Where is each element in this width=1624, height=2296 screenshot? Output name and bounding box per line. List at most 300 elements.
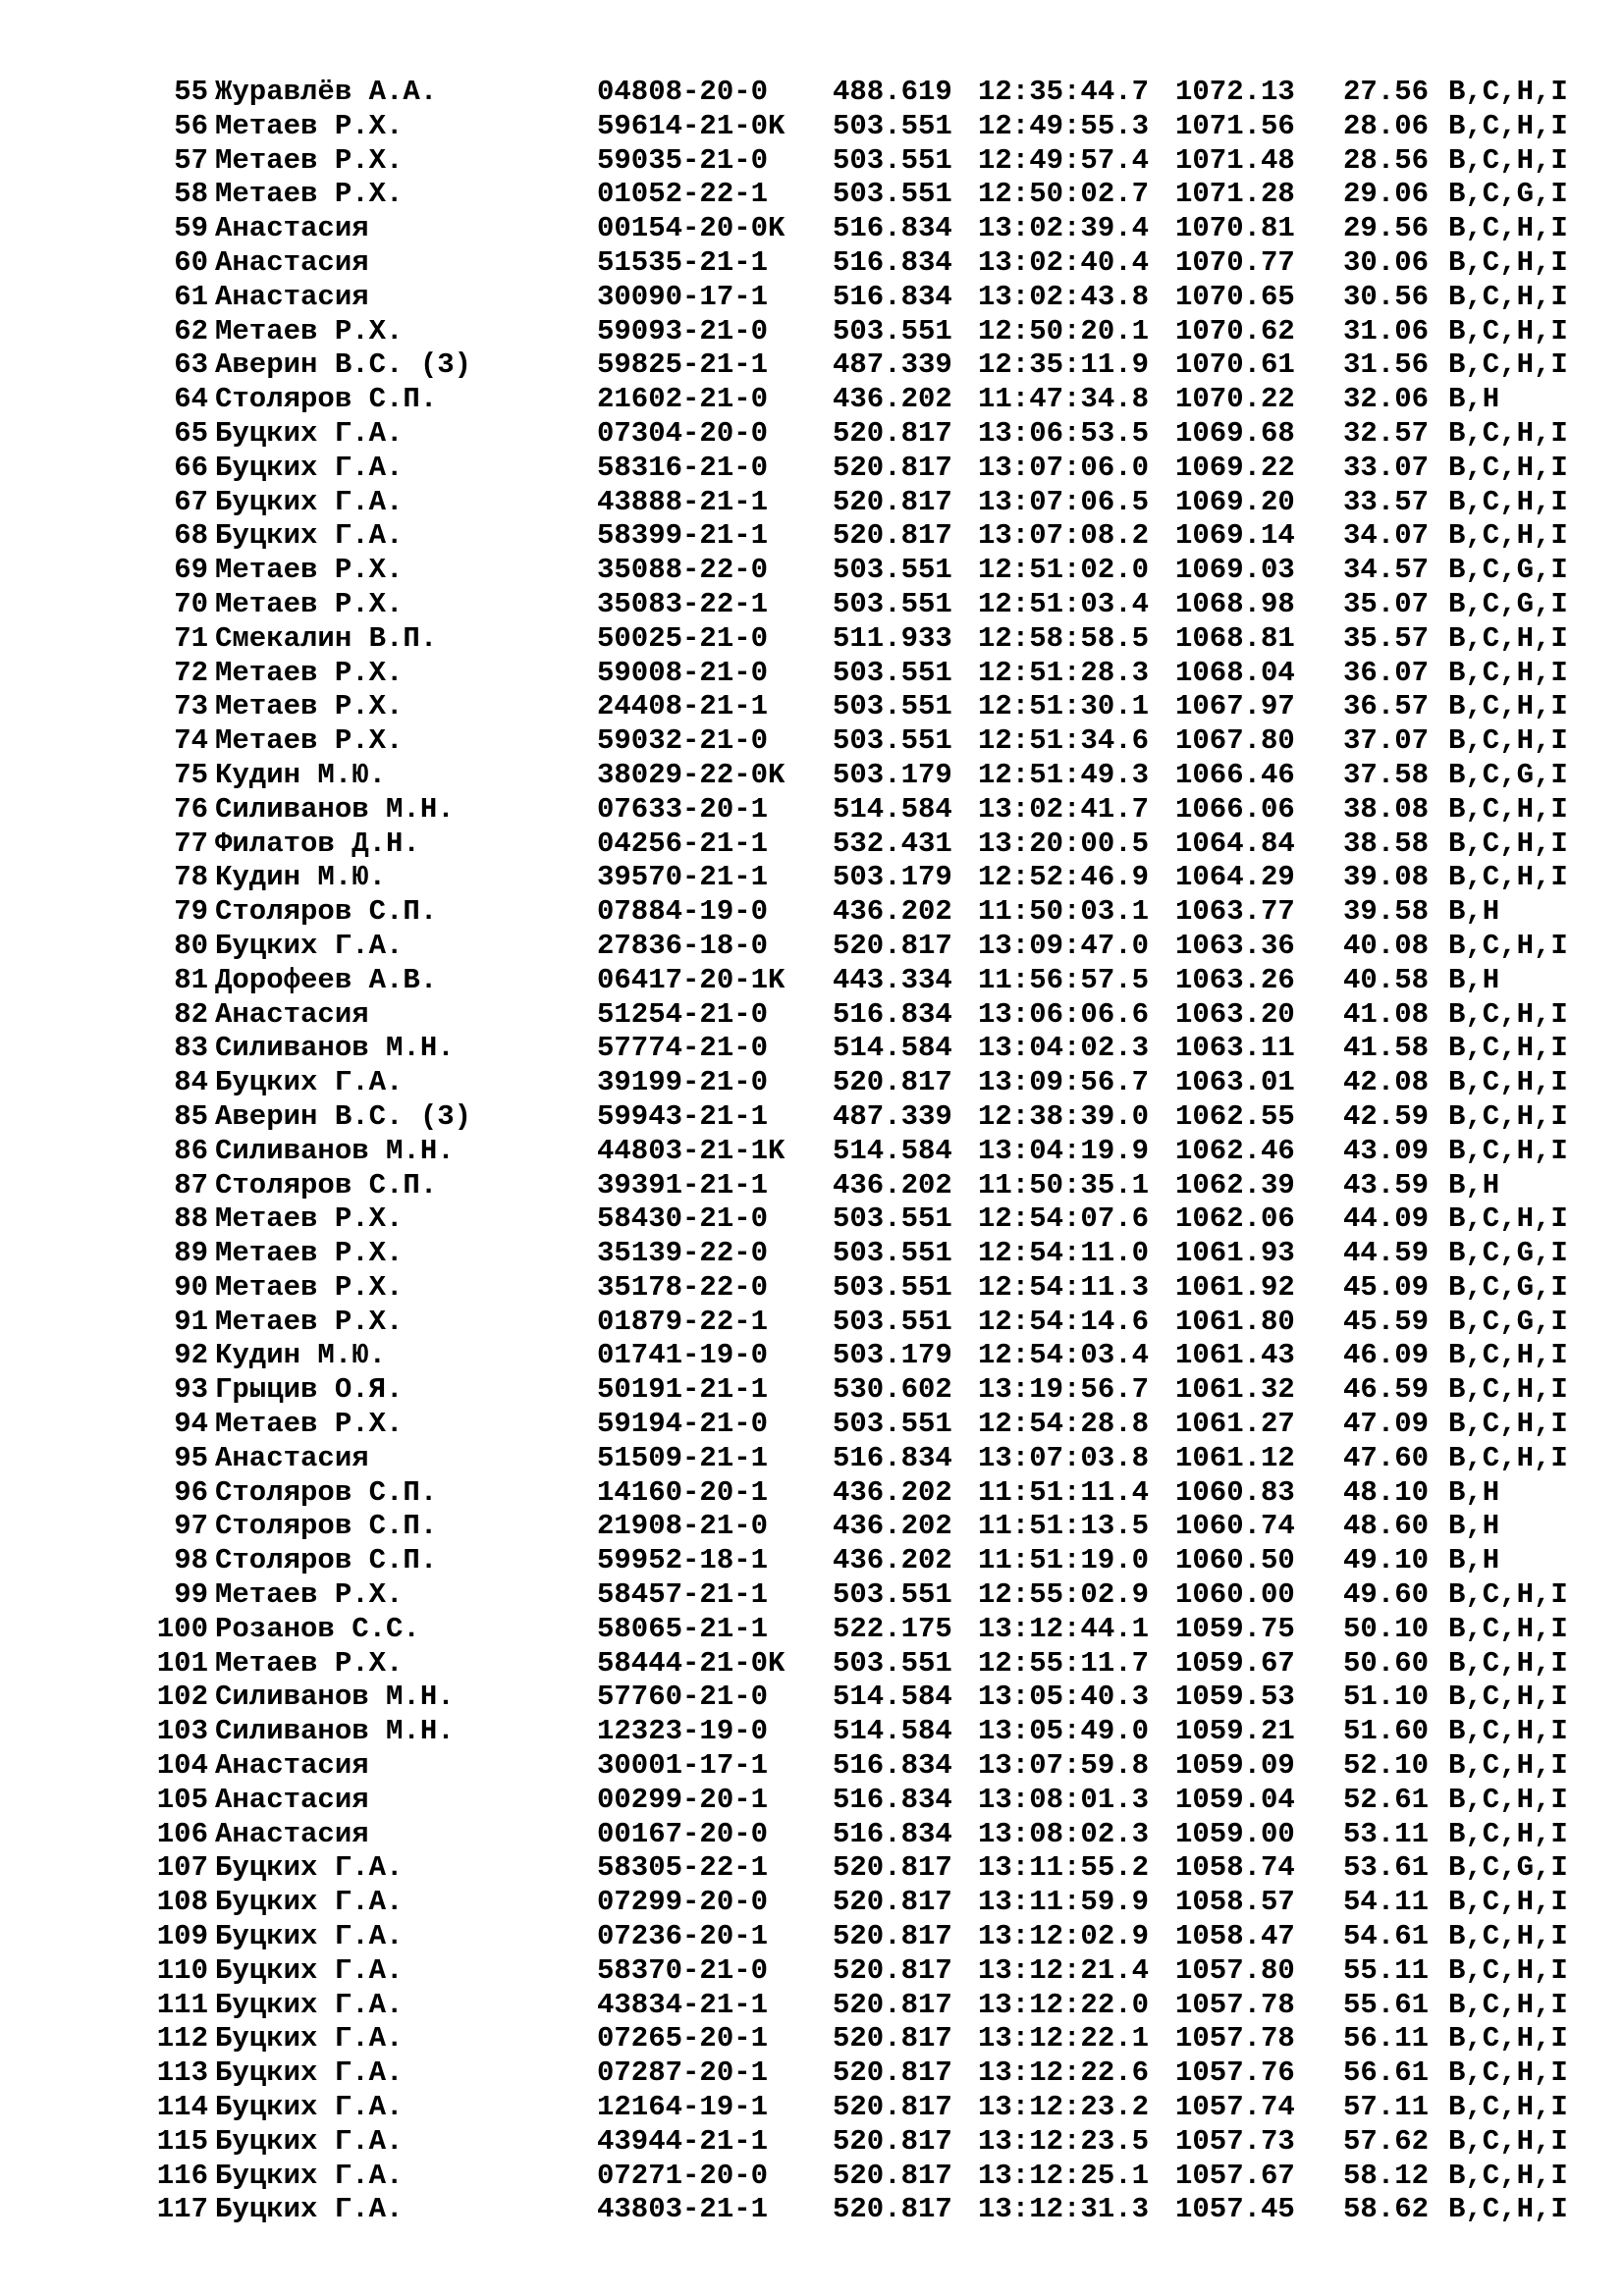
arrival-time-cell: 11:47:34.8 (978, 383, 1150, 416)
owner-name-cell: Метаев Р.Х. (215, 1408, 404, 1441)
coefficient-cell: 56.61 (1343, 2056, 1430, 2090)
arrival-time-cell: 13:12:23.2 (978, 2091, 1150, 2124)
classes-cell: B,C,H,I (1448, 1066, 1568, 1099)
speed-cell: 1059.53 (1175, 1681, 1295, 1714)
table-row (0, 2022, 1624, 2056)
classes-cell: B,H (1448, 383, 1500, 416)
ring-number-cell: 35083-22-1 (597, 587, 769, 620)
owner-name-cell: Буцких Г.А. (215, 2124, 404, 2158)
owner-name-cell: Столяров С.П. (215, 1475, 438, 1509)
ring-number-cell: 57774-21-0 (597, 1032, 769, 1065)
coefficient-cell: 31.06 (1343, 314, 1430, 347)
table-row (0, 1647, 1624, 1682)
arrival-time-cell: 13:12:22.0 (978, 1988, 1150, 2021)
owner-name-cell: Буцких Г.А. (215, 416, 404, 450)
coefficient-cell: 29.06 (1343, 178, 1430, 211)
owner-name-cell: Журавлёв А.А. (215, 76, 438, 108)
ring-number-cell: 39199-21-0 (597, 1066, 769, 1099)
coefficient-cell: 53.11 (1343, 1817, 1430, 1850)
coefficient-cell: 36.07 (1343, 656, 1430, 689)
table-row (0, 1613, 1624, 1647)
classes-cell: B,C,H,I (1448, 1578, 1568, 1612)
distance-cell: 503.551 (833, 587, 952, 620)
arrival-time-cell: 12:50:02.7 (978, 178, 1150, 211)
ring-number-cell: 01879-22-1 (597, 1305, 769, 1338)
distance-cell: 516.834 (833, 1817, 952, 1850)
arrival-time-cell: 12:54:28.8 (978, 1408, 1150, 1441)
distance-cell: 520.817 (833, 485, 952, 518)
ring-number-cell: 39570-21-1 (597, 861, 769, 894)
place-cell: 103 (156, 1715, 208, 1748)
ring-number-cell: 30090-17-1 (597, 280, 769, 313)
coefficient-cell: 54.11 (1343, 1886, 1430, 1919)
table-row (0, 417, 1624, 452)
owner-name-cell: Буцких Г.А. (215, 2022, 404, 2056)
table-row (0, 861, 1624, 895)
coefficient-cell: 43.09 (1343, 1134, 1430, 1167)
place-cell: 114 (156, 2091, 208, 2124)
table-row (0, 2160, 1624, 2194)
coefficient-cell: 28.06 (1343, 109, 1430, 142)
classes-cell: B,C,H,I (1448, 1920, 1568, 1953)
arrival-time-cell: 12:51:30.1 (978, 690, 1150, 723)
speed-cell: 1061.32 (1175, 1373, 1295, 1407)
owner-name-cell: Силиванов М.Н. (215, 1715, 455, 1748)
distance-cell: 503.551 (833, 690, 952, 723)
speed-cell: 1062.46 (1175, 1134, 1295, 1167)
classes-cell: B,H (1448, 1510, 1500, 1543)
speed-cell: 1059.04 (1175, 1783, 1295, 1816)
place-cell: 74 (174, 724, 208, 758)
ring-number-cell: 58430-21-0 (597, 1202, 769, 1236)
speed-cell: 1071.56 (1175, 109, 1295, 142)
table-row (0, 1476, 1624, 1511)
owner-name-cell: Буцких Г.А. (215, 485, 404, 518)
ring-number-cell: 59194-21-0 (597, 1408, 769, 1441)
distance-cell: 436.202 (833, 895, 952, 929)
coefficient-cell: 50.10 (1343, 1612, 1430, 1645)
arrival-time-cell: 13:11:59.9 (978, 1886, 1150, 1919)
arrival-time-cell: 13:04:02.3 (978, 1032, 1150, 1065)
ring-number-cell: 43803-21-1 (597, 2193, 769, 2226)
place-cell: 105 (156, 1783, 208, 1816)
place-cell: 89 (174, 1237, 208, 1270)
coefficient-cell: 44.09 (1343, 1202, 1430, 1236)
place-cell: 99 (174, 1578, 208, 1612)
distance-cell: 503.551 (833, 143, 952, 177)
coefficient-cell: 57.11 (1343, 2091, 1430, 2124)
ring-number-cell: 43888-21-1 (597, 485, 769, 518)
distance-cell: 436.202 (833, 1510, 952, 1543)
place-cell: 88 (174, 1202, 208, 1236)
place-cell: 82 (174, 997, 208, 1031)
distance-cell: 520.817 (833, 1953, 952, 1987)
owner-name-cell: Силиванов М.Н. (215, 1134, 455, 1167)
place-cell: 92 (174, 1339, 208, 1372)
table-row (0, 1851, 1624, 1886)
owner-name-cell: Дорофеев А.В. (215, 963, 438, 996)
table-row (0, 1135, 1624, 1169)
arrival-time-cell: 13:06:53.5 (978, 416, 1150, 450)
place-cell: 95 (174, 1441, 208, 1474)
owner-name-cell: Метаев Р.Х. (215, 1237, 404, 1270)
classes-cell: B,C,H,I (1448, 656, 1568, 689)
coefficient-cell: 33.07 (1343, 451, 1430, 484)
owner-name-cell: Буцких Г.А. (215, 2159, 404, 2192)
arrival-time-cell: 12:54:03.4 (978, 1339, 1150, 1372)
owner-name-cell: Буцких Г.А. (215, 2193, 404, 2226)
ring-number-cell: 12164-19-1 (597, 2091, 769, 2124)
distance-cell: 503.551 (833, 1408, 952, 1441)
owner-name-cell: Метаев Р.Х. (215, 1202, 404, 1236)
place-cell: 110 (156, 1953, 208, 1987)
arrival-time-cell: 13:07:03.8 (978, 1441, 1150, 1474)
speed-cell: 1064.84 (1175, 827, 1295, 860)
owner-name-cell: Метаев Р.Х. (215, 1646, 404, 1680)
coefficient-cell: 46.59 (1343, 1373, 1430, 1407)
owner-name-cell: Буцких Г.А. (215, 929, 404, 962)
place-cell: 59 (174, 212, 208, 245)
owner-name-cell: Столяров С.П. (215, 1168, 438, 1201)
table-row (0, 1032, 1624, 1066)
distance-cell: 520.817 (833, 2159, 952, 2192)
owner-name-cell: Грыцив О.Я. (215, 1373, 404, 1407)
coefficient-cell: 41.08 (1343, 997, 1430, 1031)
distance-cell: 520.817 (833, 2022, 952, 2056)
table-row (0, 828, 1624, 862)
table-row (0, 2091, 1624, 2125)
owner-name-cell: Анастасия (215, 1749, 369, 1783)
owner-name-cell: Филатов Д.Н. (215, 827, 420, 860)
arrival-time-cell: 13:12:31.3 (978, 2193, 1150, 2226)
speed-cell: 1064.29 (1175, 861, 1295, 894)
classes-cell: B,C,H,I (1448, 1715, 1568, 1748)
coefficient-cell: 46.09 (1343, 1339, 1430, 1372)
arrival-time-cell: 12:51:03.4 (978, 587, 1150, 620)
coefficient-cell: 45.09 (1343, 1270, 1430, 1304)
classes-cell: B,C,H,I (1448, 485, 1568, 518)
arrival-time-cell: 13:05:49.0 (978, 1715, 1150, 1748)
owner-name-cell: Буцких Г.А. (215, 1988, 404, 2021)
arrival-time-cell: 13:08:02.3 (978, 1817, 1150, 1850)
distance-cell: 503.179 (833, 1339, 952, 1372)
table-row (0, 964, 1624, 998)
distance-cell: 503.551 (833, 1237, 952, 1270)
coefficient-cell: 32.57 (1343, 416, 1430, 450)
speed-cell: 1070.77 (1175, 245, 1295, 279)
ring-number-cell: 58065-21-1 (597, 1612, 769, 1645)
place-cell: 98 (174, 1544, 208, 1577)
distance-cell: 530.602 (833, 1373, 952, 1407)
owner-name-cell: Столяров С.П. (215, 895, 438, 929)
speed-cell: 1061.92 (1175, 1270, 1295, 1304)
classes-cell: B,C,H,I (1448, 1032, 1568, 1065)
classes-cell: B,C,H,I (1448, 348, 1568, 382)
coefficient-cell: 52.61 (1343, 1783, 1430, 1816)
speed-cell: 1060.83 (1175, 1475, 1295, 1509)
owner-name-cell: Метаев Р.Х. (215, 314, 404, 347)
owner-name-cell: Метаев Р.Х. (215, 109, 404, 142)
owner-name-cell: Анастасия (215, 1441, 369, 1474)
classes-cell: B,C,H,I (1448, 245, 1568, 279)
classes-cell: B,C,H,I (1448, 1099, 1568, 1133)
classes-cell: B,C,H,I (1448, 792, 1568, 826)
owner-name-cell: Смекалин В.П. (215, 621, 438, 655)
distance-cell: 436.202 (833, 1544, 952, 1577)
speed-cell: 1069.68 (1175, 416, 1295, 450)
speed-cell: 1059.09 (1175, 1749, 1295, 1783)
place-cell: 111 (156, 1988, 208, 2021)
ring-number-cell: 51509-21-1 (597, 1441, 769, 1474)
classes-cell: B,C,H,I (1448, 1886, 1568, 1919)
coefficient-cell: 43.59 (1343, 1168, 1430, 1201)
table-row (0, 895, 1624, 930)
distance-cell: 514.584 (833, 1681, 952, 1714)
arrival-time-cell: 13:11:55.2 (978, 1851, 1150, 1885)
coefficient-cell: 30.56 (1343, 280, 1430, 313)
classes-cell: B,C,G,I (1448, 178, 1568, 211)
ring-number-cell: 00299-20-1 (597, 1783, 769, 1816)
speed-cell: 1059.67 (1175, 1646, 1295, 1680)
owner-name-cell: Кудин М.Ю. (215, 1339, 387, 1372)
distance-cell: 514.584 (833, 1715, 952, 1748)
speed-cell: 1063.20 (1175, 997, 1295, 1031)
table-row (0, 2125, 1624, 2160)
ring-number-cell: 58444-21-0K (597, 1646, 785, 1680)
distance-cell: 520.817 (833, 2124, 952, 2158)
owner-name-cell: Метаев Р.Х. (215, 690, 404, 723)
speed-cell: 1070.61 (1175, 348, 1295, 382)
classes-cell: B,C,H,I (1448, 280, 1568, 313)
ring-number-cell: 58370-21-0 (597, 1953, 769, 1987)
table-row (0, 622, 1624, 657)
place-cell: 93 (174, 1373, 208, 1407)
arrival-time-cell: 13:02:40.4 (978, 245, 1150, 279)
distance-cell: 516.834 (833, 280, 952, 313)
coefficient-cell: 28.56 (1343, 143, 1430, 177)
coefficient-cell: 35.57 (1343, 621, 1430, 655)
place-cell: 109 (156, 1920, 208, 1953)
distance-cell: 503.551 (833, 109, 952, 142)
classes-cell: B,C,H,I (1448, 2022, 1568, 2056)
arrival-time-cell: 12:54:07.6 (978, 1202, 1150, 1236)
coefficient-cell: 27.56 (1343, 76, 1430, 108)
coefficient-cell: 49.60 (1343, 1578, 1430, 1612)
distance-cell: 520.817 (833, 1988, 952, 2021)
classes-cell: B,C,H,I (1448, 416, 1568, 450)
classes-cell: B,H (1448, 895, 1500, 929)
coefficient-cell: 48.60 (1343, 1510, 1430, 1543)
ring-number-cell: 38029-22-0K (597, 758, 785, 791)
ring-number-cell: 07633-20-1 (597, 792, 769, 826)
owner-name-cell: Метаев Р.Х. (215, 724, 404, 758)
distance-cell: 532.431 (833, 827, 952, 860)
arrival-time-cell: 11:51:19.0 (978, 1544, 1150, 1577)
distance-cell: 520.817 (833, 2193, 952, 2226)
table-row (0, 690, 1624, 724)
coefficient-cell: 30.06 (1343, 245, 1430, 279)
owner-name-cell: Кудин М.Ю. (215, 861, 387, 894)
arrival-time-cell: 11:56:57.5 (978, 963, 1150, 996)
coefficient-cell: 37.58 (1343, 758, 1430, 791)
distance-cell: 520.817 (833, 929, 952, 962)
distance-cell: 443.334 (833, 963, 952, 996)
ring-number-cell: 01052-22-1 (597, 178, 769, 211)
distance-cell: 436.202 (833, 1168, 952, 1201)
arrival-time-cell: 13:07:06.5 (978, 485, 1150, 518)
place-cell: 79 (174, 895, 208, 929)
coefficient-cell: 57.62 (1343, 2124, 1430, 2158)
owner-name-cell: Силиванов М.Н. (215, 1681, 455, 1714)
ring-number-cell: 00154-20-0K (597, 212, 785, 245)
ring-number-cell: 43834-21-1 (597, 1988, 769, 2021)
speed-cell: 1061.27 (1175, 1408, 1295, 1441)
coefficient-cell: 48.10 (1343, 1475, 1430, 1509)
coefficient-cell: 52.10 (1343, 1749, 1430, 1783)
ring-number-cell: 58457-21-1 (597, 1578, 769, 1612)
coefficient-cell: 51.60 (1343, 1715, 1430, 1748)
place-cell: 85 (174, 1099, 208, 1133)
distance-cell: 487.339 (833, 1099, 952, 1133)
classes-cell: B,C,H,I (1448, 76, 1568, 108)
classes-cell: B,H (1448, 963, 1500, 996)
ring-number-cell: 07304-20-0 (597, 416, 769, 450)
arrival-time-cell: 11:50:03.1 (978, 895, 1150, 929)
place-cell: 81 (174, 963, 208, 996)
coefficient-cell: 55.11 (1343, 1953, 1430, 1987)
coefficient-cell: 39.08 (1343, 861, 1430, 894)
ring-number-cell: 58305-22-1 (597, 1851, 769, 1885)
place-cell: 108 (156, 1886, 208, 1919)
distance-cell: 514.584 (833, 1032, 952, 1065)
speed-cell: 1066.46 (1175, 758, 1295, 791)
place-cell: 66 (174, 451, 208, 484)
ring-number-cell: 58399-21-1 (597, 519, 769, 553)
place-cell: 107 (156, 1851, 208, 1885)
speed-cell: 1072.13 (1175, 76, 1295, 108)
speed-cell: 1063.77 (1175, 895, 1295, 929)
ring-number-cell: 21908-21-0 (597, 1510, 769, 1543)
ring-number-cell: 07299-20-0 (597, 1886, 769, 1919)
place-cell: 87 (174, 1168, 208, 1201)
arrival-time-cell: 13:07:06.0 (978, 451, 1150, 484)
place-cell: 69 (174, 554, 208, 587)
distance-cell: 514.584 (833, 792, 952, 826)
ring-number-cell: 12323-19-0 (597, 1715, 769, 1748)
coefficient-cell: 39.58 (1343, 895, 1430, 929)
distance-cell: 516.834 (833, 997, 952, 1031)
place-cell: 67 (174, 485, 208, 518)
owner-name-cell: Буцких Г.А. (215, 451, 404, 484)
table-row (0, 554, 1624, 588)
arrival-time-cell: 13:07:08.2 (978, 519, 1150, 553)
arrival-time-cell: 12:49:55.3 (978, 109, 1150, 142)
classes-cell: B,C,G,I (1448, 1305, 1568, 1338)
ring-number-cell: 07265-20-1 (597, 2022, 769, 2056)
classes-cell: B,C,H,I (1448, 1408, 1568, 1441)
classes-cell: B,C,H,I (1448, 1612, 1568, 1645)
ring-number-cell: 07884-19-0 (597, 895, 769, 929)
arrival-time-cell: 13:04:19.9 (978, 1134, 1150, 1167)
speed-cell: 1058.57 (1175, 1886, 1295, 1919)
table-row (0, 1886, 1624, 1920)
speed-cell: 1057.76 (1175, 2056, 1295, 2090)
table-row (0, 1510, 1624, 1544)
classes-cell: B,C,H,I (1448, 451, 1568, 484)
arrival-time-cell: 11:51:13.5 (978, 1510, 1150, 1543)
owner-name-cell: Метаев Р.Х. (215, 587, 404, 620)
owner-name-cell: Буцких Г.А. (215, 1851, 404, 1885)
coefficient-cell: 34.57 (1343, 554, 1430, 587)
table-row (0, 486, 1624, 520)
speed-cell: 1060.00 (1175, 1578, 1295, 1612)
arrival-time-cell: 13:09:47.0 (978, 929, 1150, 962)
arrival-time-cell: 13:06:06.6 (978, 997, 1150, 1031)
speed-cell: 1058.47 (1175, 1920, 1295, 1953)
table-row (0, 212, 1624, 246)
distance-cell: 503.551 (833, 656, 952, 689)
speed-cell: 1057.78 (1175, 2022, 1295, 2056)
place-cell: 78 (174, 861, 208, 894)
table-row (0, 1989, 1624, 2023)
arrival-time-cell: 13:02:39.4 (978, 212, 1150, 245)
speed-cell: 1063.01 (1175, 1066, 1295, 1099)
place-cell: 62 (174, 314, 208, 347)
place-cell: 96 (174, 1475, 208, 1509)
speed-cell: 1060.74 (1175, 1510, 1295, 1543)
distance-cell: 520.817 (833, 416, 952, 450)
table-row (0, 588, 1624, 622)
coefficient-cell: 40.08 (1343, 929, 1430, 962)
table-row (0, 2193, 1624, 2227)
speed-cell: 1069.14 (1175, 519, 1295, 553)
coefficient-cell: 40.58 (1343, 963, 1430, 996)
speed-cell: 1070.62 (1175, 314, 1295, 347)
distance-cell: 520.817 (833, 1920, 952, 1953)
classes-cell: B,C,H,I (1448, 929, 1568, 962)
classes-cell: B,C,G,I (1448, 1851, 1568, 1885)
place-cell: 86 (174, 1134, 208, 1167)
table-row (0, 281, 1624, 315)
distance-cell: 514.584 (833, 1134, 952, 1167)
owner-name-cell: Метаев Р.Х. (215, 1270, 404, 1304)
distance-cell: 503.551 (833, 178, 952, 211)
table-row (0, 998, 1624, 1033)
distance-cell: 516.834 (833, 1783, 952, 1816)
distance-cell: 503.551 (833, 314, 952, 347)
ring-number-cell: 50191-21-1 (597, 1373, 769, 1407)
classes-cell: B,C,H,I (1448, 2124, 1568, 2158)
coefficient-cell: 58.12 (1343, 2159, 1430, 2192)
arrival-time-cell: 12:54:14.6 (978, 1305, 1150, 1338)
classes-cell: B,C,H,I (1448, 1339, 1568, 1372)
table-row (0, 246, 1624, 281)
ring-number-cell: 59614-21-0K (597, 109, 785, 142)
speed-cell: 1071.28 (1175, 178, 1295, 211)
coefficient-cell: 35.07 (1343, 587, 1430, 620)
speed-cell: 1069.03 (1175, 554, 1295, 587)
ring-number-cell: 06417-20-1K (597, 963, 785, 996)
arrival-time-cell: 13:05:40.3 (978, 1681, 1150, 1714)
place-cell: 56 (174, 109, 208, 142)
distance-cell: 516.834 (833, 212, 952, 245)
table-row (0, 1681, 1624, 1715)
speed-cell: 1070.22 (1175, 383, 1295, 416)
distance-cell: 522.175 (833, 1612, 952, 1645)
speed-cell: 1070.81 (1175, 212, 1295, 245)
place-cell: 100 (156, 1612, 208, 1645)
place-cell: 57 (174, 143, 208, 177)
